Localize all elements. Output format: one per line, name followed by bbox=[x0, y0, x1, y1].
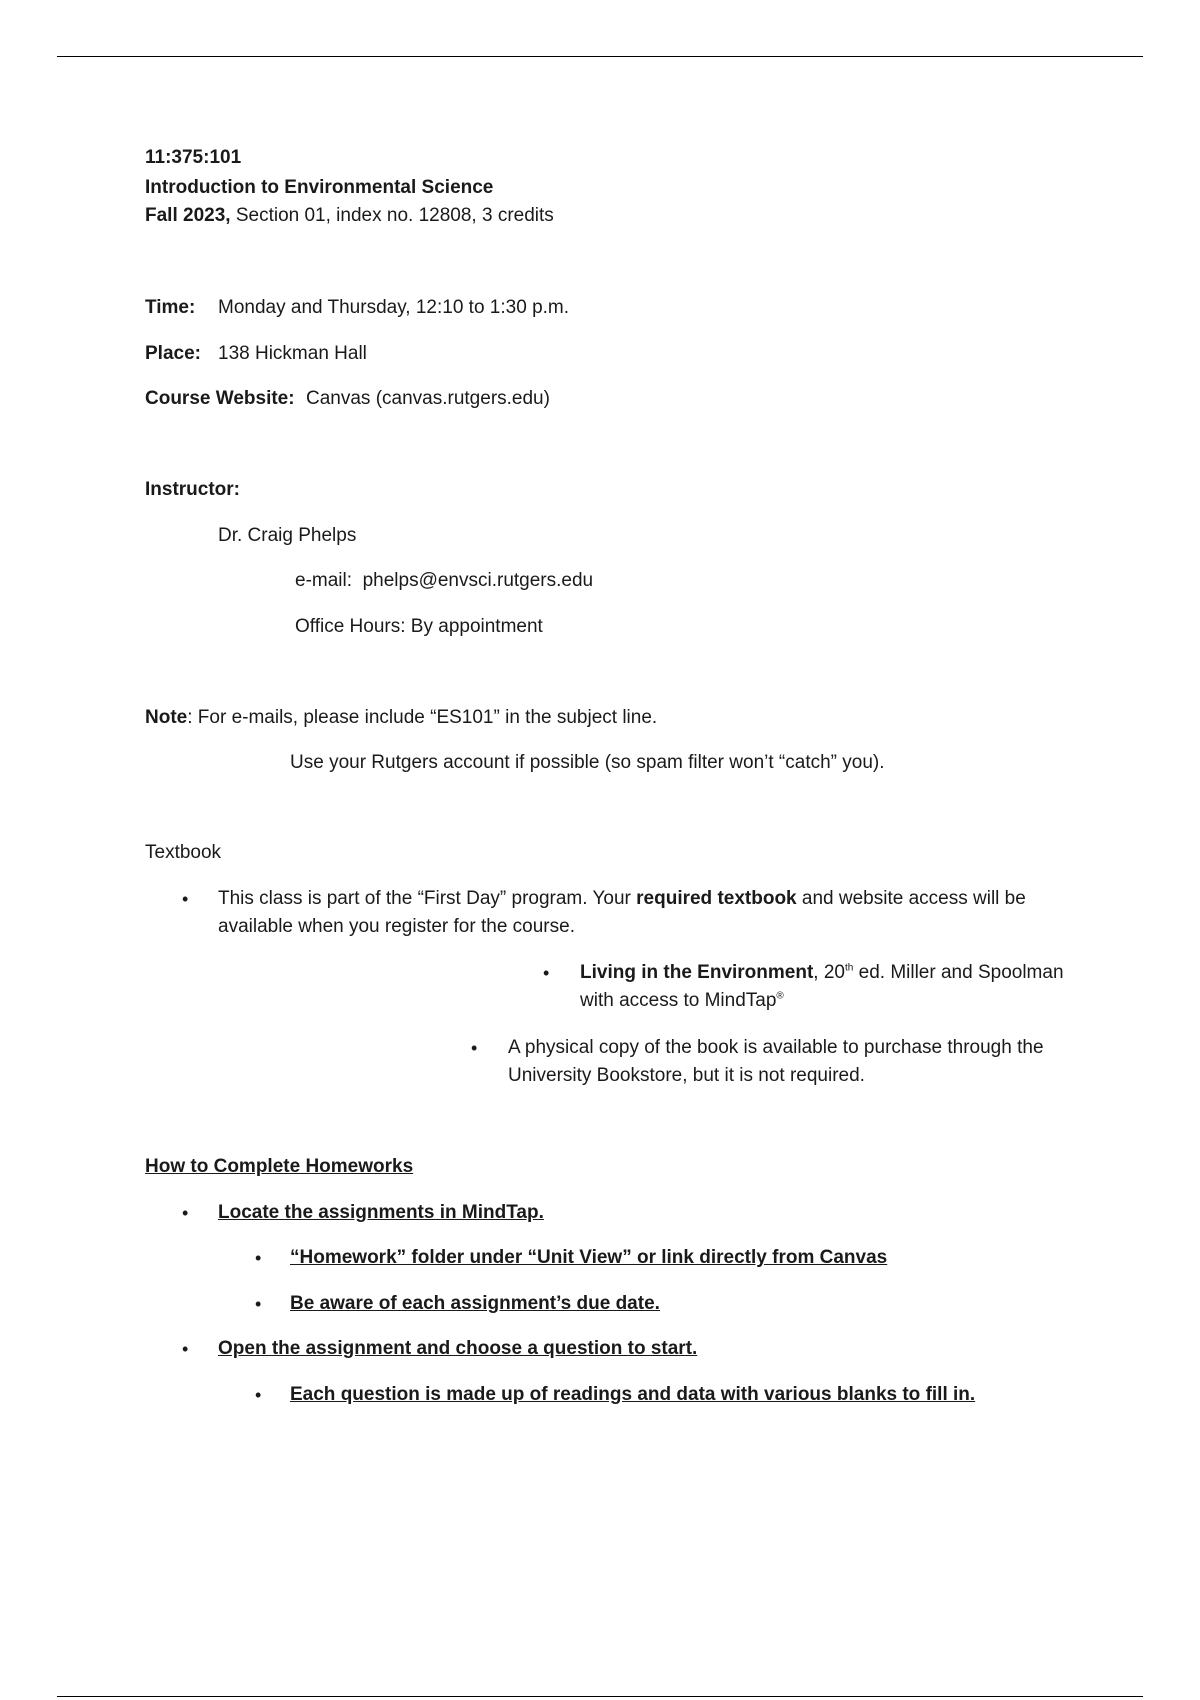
instructor-name: Dr. Craig Phelps bbox=[218, 525, 357, 546]
bullet-marker: • bbox=[182, 1339, 189, 1359]
bullet-marker: • bbox=[471, 1038, 478, 1058]
term-label: Fall 2023, bbox=[145, 205, 231, 226]
bullet-marker: • bbox=[255, 1248, 262, 1268]
header-rule bbox=[57, 56, 1143, 57]
homework-substep: Be aware of each assignment’s due date. bbox=[290, 1293, 660, 1314]
book-line-2: with access to MindTap® bbox=[580, 990, 784, 1011]
homework-step: Open the assignment and choose a question to start. bbox=[218, 1338, 698, 1359]
homework-heading: How to Complete Homeworks bbox=[145, 1156, 414, 1177]
website-label: Course Website: bbox=[145, 388, 295, 409]
textbook-heading: Textbook bbox=[145, 842, 222, 863]
course-title: Introduction to Environmental Science bbox=[145, 177, 494, 198]
note-line bbox=[145, 706, 657, 730]
physical-copy-line-2: University Bookstore, but it is not required. bbox=[508, 1065, 865, 1086]
time-label: Time: bbox=[145, 297, 196, 318]
time-value: Monday and Thursday, 12:10 to 1:30 p.m. bbox=[218, 297, 570, 318]
time-row bbox=[145, 296, 195, 320]
instructor-email-row bbox=[295, 569, 593, 593]
course-code: 11:375:101 bbox=[145, 147, 242, 168]
email-value: phelps@envsci.rutgers.edu bbox=[362, 570, 594, 591]
course-term bbox=[145, 204, 554, 228]
book-line-1: Living in the Environment, 20th ed. Miller and Spoolman bbox=[580, 962, 1064, 983]
website-row bbox=[145, 387, 295, 411]
note-label: Note bbox=[145, 707, 188, 728]
required-textbook: required textbook bbox=[636, 888, 797, 909]
first-day-line-2: available when you register for the course. bbox=[218, 916, 575, 937]
office-hours: Office Hours: By appointment bbox=[295, 616, 543, 637]
term-details: Section 01, index no. 12808, 3 credits bbox=[230, 205, 554, 226]
physical-copy-line-1: A physical copy of the book is available to purchase through the bbox=[508, 1037, 1044, 1058]
homework-step: Locate the assignments in MindTap. bbox=[218, 1202, 544, 1223]
bullet-marker: • bbox=[182, 889, 189, 909]
note-line-2: Use your Rutgers account if possible (so spam filter won’t “catch” you). bbox=[290, 752, 885, 773]
website-value: Canvas (canvas.rutgers.edu) bbox=[306, 388, 550, 409]
bullet-marker: • bbox=[255, 1294, 262, 1314]
first-day-line-1: This class is part of the “First Day” program. Your required textbook and website access will be bbox=[218, 888, 1026, 909]
instructor-heading: Instructor: bbox=[145, 479, 240, 500]
email-label: e-mail: bbox=[295, 570, 353, 591]
homework-substep: “Homework” folder under “Unit View” or link directly from Canvas bbox=[290, 1247, 888, 1268]
book-title: Living in the Environment bbox=[580, 962, 814, 983]
bullet-marker: • bbox=[255, 1385, 262, 1405]
homework-substep: Each question is made up of readings and data with various blanks to fill in. bbox=[290, 1384, 976, 1405]
place-value: 138 Hickman Hall bbox=[218, 343, 367, 364]
place-label: Place: bbox=[145, 343, 201, 364]
place-row bbox=[145, 342, 201, 366]
bullet-marker: • bbox=[543, 963, 550, 983]
footer-rule bbox=[57, 1696, 1143, 1697]
bullet-marker: • bbox=[182, 1203, 189, 1223]
note-text: : For e-mails, please include “ES101” in the subject line. bbox=[187, 707, 658, 728]
